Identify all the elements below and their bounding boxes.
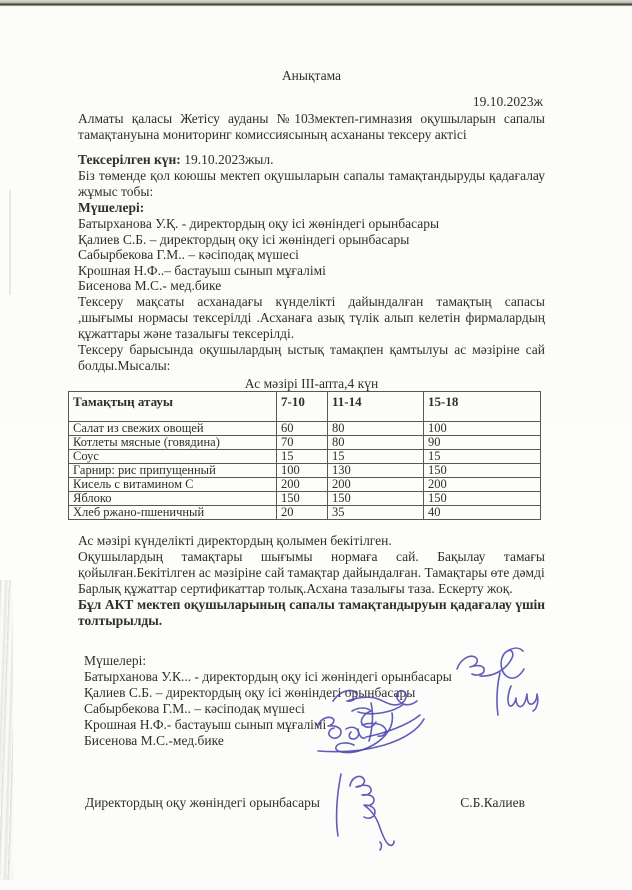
portion-cell: 40 (424, 505, 541, 519)
member-item: Қалиев С.Б. – директордың оқу ісі жөніндегі орынбасары (78, 231, 410, 247)
workgroup-intro-paragraph: Біз төменде қол коюшы мектеп оқушыларын сапалы тамақтандыруды қадағалау жұмыс тобы: (78, 168, 545, 199)
dish-name-cell: Салат из свежих овощей (69, 421, 277, 435)
menu-table (68, 391, 541, 520)
finding-paragraph: Тексеру барысында оқушылардың ыстық тамақпен қамтылуы ас мәзіріне сай болды.Мысалы: (78, 341, 545, 373)
menu-col-age-7-10: 7-10 (277, 391, 328, 421)
subject-paragraph: Алматы қаласы Жетісу ауданы №103мектеп-гимназия оқушыларын сапалы тамақтануына мониторинг комиссиясының асхананы тексеру актісі (78, 111, 545, 142)
portion-cell: 15 (277, 449, 328, 463)
menu-col-dish-name: Тамақтың атауы (69, 391, 277, 421)
inspection-date-value: 19.10.2023жыл. (184, 152, 274, 167)
footer-signature-line (78, 795, 545, 811)
document-date: 19.10.2023ж (472, 94, 543, 109)
portion-cell: 15 (328, 449, 424, 463)
portion-cell: 80 (328, 435, 424, 449)
member-item: Крошная Н.Ф..– бастауыш сынып мұғалімі (78, 262, 326, 278)
scan-edge-artifact-left (0, 580, 13, 880)
final-statement: Бұл АКТ мектеп оқушыларының сапалы тамақтандыруын қадағалау үшін толтырылды. (78, 596, 545, 628)
dish-name-cell: Котлеты мясные (говядина) (69, 435, 277, 449)
portion-cell: 15 (424, 449, 541, 463)
portion-cell: 130 (328, 463, 424, 477)
scan-edge-artifact-top (0, 0, 632, 7)
menu-col-age-11-14: 11-14 (328, 391, 424, 421)
portion-cell: 200 (328, 477, 424, 491)
footer-director-name: С.Б.Калиев (460, 794, 525, 810)
table-row (69, 435, 541, 449)
conclusion-line: Ас мәзірі күнделікті директордың қолымен бекітілген. (78, 532, 392, 548)
portion-cell: 200 (277, 477, 328, 491)
portion-cell: 150 (328, 491, 424, 505)
members-list (78, 216, 545, 294)
table-row (69, 491, 541, 505)
portion-cell: 35 (328, 505, 424, 519)
portion-cell: 60 (277, 421, 328, 435)
conclusion-line: Оқушылардың тамақтары шығымы нормаға сай. Бақылау тамағы қойылған.Бекітілген ас мәзіріне сай тамақтар дайындалған. Тамақтары өте дәмді (78, 548, 545, 580)
portion-cell: 20 (277, 505, 328, 519)
member-item: Сабырбекова Г.М.. – кәсіподақ мүшесі (78, 247, 299, 262)
member-item: Батырханова У.Қ. - директордың оқу ісі жөніндегі орынбасары (78, 216, 440, 231)
menu-table-header-row (69, 391, 541, 421)
signatory-item: Крошная Н.Ф.- бастауыш сынып мұғалімі (84, 716, 327, 732)
members-heading: Мүшелері: (78, 200, 145, 215)
table-row (69, 421, 541, 435)
table-row (69, 505, 541, 519)
inspection-date-line (78, 152, 545, 168)
document-body (73, 64, 545, 811)
signatory-item: Қалиев С.Б. – директордың оқу ісі жөніндегі орынбасары (84, 684, 416, 700)
table-row (69, 477, 541, 491)
portion-cell: 200 (424, 477, 541, 491)
footer-position-title: Директордың оқу жөніндегі орынбасары (85, 794, 320, 810)
portion-cell: 150 (277, 491, 328, 505)
member-item: Бисенова М.С.- мед.бике (78, 278, 222, 293)
purpose-paragraph: Тексеру мақсаты асханадағы күнделікті дайындалған тамақтың сапасы ,шығымы нормасы тексерілді .Асханаға азық түлік алып келетін фирмалардың құжаттары және тазалығы тексерілді. (78, 293, 545, 341)
portion-cell: 70 (277, 435, 328, 449)
document-title: Анықтама (281, 68, 342, 83)
menu-col-age-15-18: 15-18 (424, 391, 541, 421)
portion-cell: 100 (277, 463, 328, 477)
signatories-heading: Мүшелері: (84, 652, 147, 668)
conclusion-line: Барлық құжаттар сертификаттар толық.Асхана тазалығы таза. Ескерту жоқ. (78, 580, 513, 596)
signatory-item: Сабырбекова Г.М.. – кәсіподақ мүшесі (84, 700, 305, 716)
dish-name-cell: Соус (69, 449, 277, 463)
menu-table-caption: Ас мәзірі ІІІ-апта,4 күн (244, 375, 379, 391)
table-row (69, 449, 541, 463)
portion-cell: 100 (424, 421, 541, 435)
scan-streak-artifact (9, 190, 11, 295)
dish-name-cell: Гарнир: рис припущенный (69, 463, 277, 477)
portion-cell: 80 (328, 421, 424, 435)
signatory-item: Бисенова М.С.-мед.бике (84, 732, 224, 748)
table-row (69, 463, 541, 477)
inspection-date-label: Тексерілген күн: (78, 152, 181, 167)
signatories-block (78, 653, 545, 749)
portion-cell: 150 (424, 491, 541, 505)
dish-name-cell: Кисель с витамином С (69, 477, 277, 491)
dish-name-cell: Хлеб ржано-пшеничный (69, 505, 277, 519)
signatory-item: Батырханова У.К... - директордың оқу ісі жөніндегі орынбасары (84, 668, 452, 684)
portion-cell: 150 (424, 463, 541, 477)
portion-cell: 90 (424, 435, 541, 449)
dish-name-cell: Яблоко (69, 491, 277, 505)
